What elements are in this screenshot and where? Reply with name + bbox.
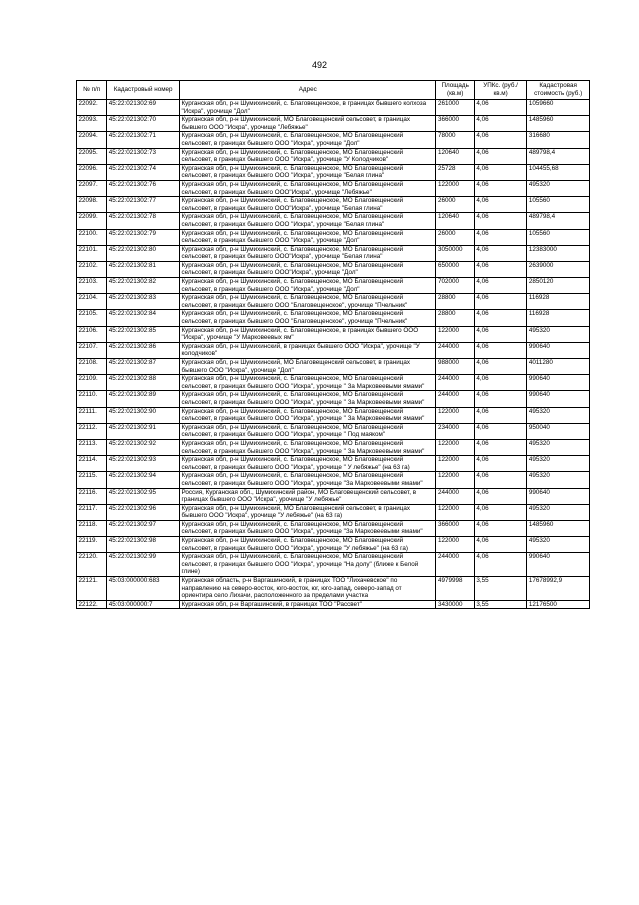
- cell-cadastral-cost: 1485960: [527, 116, 590, 132]
- cell-cadastral-number: 45:22:021302:81: [107, 261, 180, 277]
- cell-num: 22101.: [77, 245, 107, 261]
- cell-address: Россия, Курганская обл., Шумихинский район, МО Благовещенский сельсовет, в границах бывшего ООО "Искра", урочище "У лебяжье": [179, 488, 436, 504]
- cell-address: Курганская обл, р-н Шумихинский, с. Благовещенское, МО Благовещенский сельсовет, в границах бывшего ООО "Искра", урочище "На долу" (ближе к Белой глине): [179, 553, 436, 577]
- cell-address: Курганская обл, р-н Шумихинский, с. Благовещенское, МО Благовещенский сельсовет, в границах бывшего ООО"Искра", урочище "Лебяжье": [179, 180, 436, 196]
- table-row: [77, 229, 590, 245]
- table-row: [77, 342, 590, 358]
- cell-upks: 4,06: [474, 439, 527, 455]
- cell-cadastral-number: 45:22:021302:69: [107, 100, 180, 116]
- cell-area: 366000: [436, 520, 474, 536]
- table-row: [77, 116, 590, 132]
- cell-upks: 4,06: [474, 164, 527, 180]
- cell-cadastral-cost: 990640: [527, 391, 590, 407]
- cell-area: 4979998: [436, 577, 474, 601]
- cell-address: Курганская обл, р-н Шумихинский, с. Благовещенское, МО Благовещенский сельсовет, в границах бывшего ООО"Искра", урочище "Белая глина": [179, 197, 436, 213]
- cell-cadastral-number: 45:22:021302:78: [107, 213, 180, 229]
- cell-area: 122000: [436, 537, 474, 553]
- table-row: [77, 456, 590, 472]
- table-row: [77, 553, 590, 577]
- cell-cadastral-number: 45:22:021302:88: [107, 375, 180, 391]
- cell-address: Курганская обл, р-н Шумихинский, с. Благовещенское, МО Благовещенский сельсовет, в границах бывшего ООО "Искра", урочище " За Марковеевыми ямами": [179, 375, 436, 391]
- cell-upks: 4,06: [474, 148, 527, 164]
- cell-num: 22110.: [77, 391, 107, 407]
- cell-num: 22114.: [77, 456, 107, 472]
- cell-cadastral-number: 45:22:021302:86: [107, 342, 180, 358]
- cell-upks: 4,06: [474, 229, 527, 245]
- cell-address: Курганская обл, р-н Шумихинский, с. Благовещенское, в границах бывшего ООО "Искра", урочище "У Марковеевых ям": [179, 326, 436, 342]
- table-row: [77, 294, 590, 310]
- cell-area: 122000: [436, 326, 474, 342]
- cell-address: Курганская обл, р-н Шумихинский, с. Благовещенское, МО Благовещенский сельсовет, в границах бывшего ООО "Искра", урочище "За Марковеевыми ямами": [179, 472, 436, 488]
- table-row: [77, 278, 590, 294]
- cell-address: Курганская обл, р-н Варгашинский, в границах ТОО "Рассвет": [179, 600, 436, 609]
- cell-area: 28800: [436, 294, 474, 310]
- cell-upks: 4,06: [474, 213, 527, 229]
- cell-address: Курганская обл, р-н Шумихинский, с. Благовещенское, МО Благовещенский сельсовет, в границах бывшего ООО "Искра", урочище "У Колодчиков": [179, 148, 436, 164]
- cell-cadastral-cost: 2850120: [527, 278, 590, 294]
- table-row: [77, 359, 590, 375]
- cell-upks: 4,06: [474, 391, 527, 407]
- cell-cadastral-number: 45:22:021302:83: [107, 294, 180, 310]
- table-row: [77, 148, 590, 164]
- cell-num: 22111.: [77, 407, 107, 423]
- cell-upks: 3,55: [474, 577, 527, 601]
- cell-upks: 4,06: [474, 100, 527, 116]
- cell-area: 244000: [436, 342, 474, 358]
- cell-address: Курганская обл, р-н Шумихинский, с. Благовещенское, МО Благовещенский сельсовет, в границах бывшего ООО "Искра", урочище " У лебяжье" (на 63 га): [179, 456, 436, 472]
- cell-num: 22092.: [77, 100, 107, 116]
- cell-cadastral-number: 45:22:021302:96: [107, 504, 180, 520]
- cell-cadastral-cost: 1485960: [527, 520, 590, 536]
- cell-area: 120640: [436, 213, 474, 229]
- cell-cadastral-number: 45:22:021302:99: [107, 553, 180, 577]
- cell-num: 22120.: [77, 553, 107, 577]
- cell-upks: 4,06: [474, 180, 527, 196]
- cell-upks: 4,06: [474, 310, 527, 326]
- cell-cadastral-cost: 495320: [527, 407, 590, 423]
- cell-num: 22099.: [77, 213, 107, 229]
- cell-num: 22093.: [77, 116, 107, 132]
- cell-num: 22118.: [77, 520, 107, 536]
- cell-upks: 4,06: [474, 407, 527, 423]
- cell-num: 22121.: [77, 577, 107, 601]
- cell-cadastral-cost: 495320: [527, 456, 590, 472]
- cell-address: Курганская обл, р-н Шумихинский, с. Благовещенское, МО Благовещенский сельсовет, в границах бывшего ООО "Искра", урочище " За Марковеевыми ямами": [179, 439, 436, 455]
- page-number: 492: [311, 60, 328, 70]
- cell-num: 22102.: [77, 261, 107, 277]
- cell-num: 22103.: [77, 278, 107, 294]
- header-upks: УПКс. (руб./кв.м): [474, 81, 527, 100]
- cell-upks: 4,06: [474, 375, 527, 391]
- table-row: [77, 197, 590, 213]
- cell-area: 122000: [436, 180, 474, 196]
- cell-cadastral-number: 45:22:021302:77: [107, 197, 180, 213]
- cell-upks: 4,06: [474, 245, 527, 261]
- cell-area: 244000: [436, 391, 474, 407]
- cell-cadastral-number: 45:22:021302:97: [107, 520, 180, 536]
- cell-cadastral-number: 45:22:021302:93: [107, 456, 180, 472]
- cell-address: Курганская обл, р-н Шумихинский, с. Благовещенское, МО Благовещенский сельсовет, в границах бывшего ООО "Искра", урочище "Белая глина": [179, 164, 436, 180]
- cell-upks: 4,06: [474, 359, 527, 375]
- table-row: [77, 577, 590, 601]
- cell-num: 22094.: [77, 132, 107, 148]
- cell-num: 22115.: [77, 472, 107, 488]
- cell-cadastral-cost: 17678992,9: [527, 577, 590, 601]
- cell-num: 22095.: [77, 148, 107, 164]
- cell-upks: 4,06: [474, 504, 527, 520]
- table-row: [77, 375, 590, 391]
- cell-cadastral-number: 45:22:021302:87: [107, 359, 180, 375]
- cell-upks: 4,06: [474, 520, 527, 536]
- cell-area: 244000: [436, 553, 474, 577]
- cell-upks: 4,06: [474, 261, 527, 277]
- table-row: [77, 537, 590, 553]
- cell-area: 988000: [436, 359, 474, 375]
- cell-cadastral-number: 45:22:021302:95: [107, 488, 180, 504]
- cell-cadastral-cost: 489798,4: [527, 148, 590, 164]
- cell-address: Курганская обл, р-н Шумихинский, с. Благовещенское, МО Благовещенский сельсовет, в границах бывшего ООО"Искра", урочище "Белая глина": [179, 245, 436, 261]
- table-body: [77, 100, 590, 609]
- cell-cadastral-cost: 12176500: [527, 600, 590, 609]
- cell-upks: 4,06: [474, 537, 527, 553]
- cell-cadastral-number: 45:22:021302:89: [107, 391, 180, 407]
- cell-address: Курганская обл, р-н Шумихинский, в границах бывшего ООО "Искра", урочище "У колодчиков": [179, 342, 436, 358]
- cell-address: Курганская обл, р-н Шумихинский, с. Благовещенское, МО Благовещенский сельсовет, в границах бывшего ООО "Искра", урочище "Белая глина": [179, 213, 436, 229]
- table-row: [77, 164, 590, 180]
- cell-address: Курганская область, р-н Варгашинский, в границах ТОО "Лихачевское" по направлению на северо-восток, юго-восток, юг, юго-запад, северо-запад от ориентира село Лихачи, расположенного за пределами участка: [179, 577, 436, 601]
- cell-address: Курганская обл, р-н Шумихинский, с. Благовещенское, МО Благовещенский сельсовет, в границах бывшего ООО "Искра", урочище "У лебяжье" (на 63 га): [179, 537, 436, 553]
- table-row: [77, 180, 590, 196]
- cell-num: 22097.: [77, 180, 107, 196]
- cell-num: 22108.: [77, 359, 107, 375]
- cell-upks: 4,06: [474, 553, 527, 577]
- cell-cadastral-number: 45:03:000000:7: [107, 600, 180, 609]
- table-row: [77, 132, 590, 148]
- cell-cadastral-cost: 990640: [527, 375, 590, 391]
- table-row: [77, 439, 590, 455]
- cell-address: Курганская обл, р-н Шумихинский, с. Благовещенское, МО Благовещенский сельсовет, в границах бывшего ООО"Искра", урочище "Дол": [179, 261, 436, 277]
- cell-cadastral-number: 45:22:021302:92: [107, 439, 180, 455]
- cell-cadastral-cost: 12383000: [527, 245, 590, 261]
- cell-upks: 4,06: [474, 472, 527, 488]
- header-cadastral-number: Кадастровый номер: [107, 81, 180, 100]
- cell-cadastral-number: 45:22:021302:79: [107, 229, 180, 245]
- cell-num: 22109.: [77, 375, 107, 391]
- cell-num: 22117.: [77, 504, 107, 520]
- cell-address: Курганская обл, р-н Шумихинский, МО Благовещенский сельсовет, в границах бывшего ООО "Искра", урочище "Дол": [179, 359, 436, 375]
- cell-cadastral-cost: 1059660: [527, 100, 590, 116]
- cell-cadastral-cost: 495320: [527, 326, 590, 342]
- cell-address: Курганская обл, р-н Шумихинский, МО Благовещенский сельсовет, в границах бывшего ООО "Искра", урочище "Лебяжье": [179, 116, 436, 132]
- cell-area: 244000: [436, 375, 474, 391]
- table-row: [77, 245, 590, 261]
- table-row: [77, 407, 590, 423]
- table-row: [77, 391, 590, 407]
- cell-num: 22096.: [77, 164, 107, 180]
- cell-cadastral-cost: 105560: [527, 197, 590, 213]
- table-row: [77, 261, 590, 277]
- cell-cadastral-number: 45:22:021302:94: [107, 472, 180, 488]
- cell-upks: 4,06: [474, 456, 527, 472]
- table-row: [77, 488, 590, 504]
- cell-cadastral-number: 45:22:021302:71: [107, 132, 180, 148]
- table-row: [77, 600, 590, 609]
- cell-address: Курганская обл, р-н Шумихинский, с. Благовещенское, МО Благовещенский сельсовет, в границах бывшего ООО "Искра", урочище "Дол": [179, 278, 436, 294]
- cell-address: Курганская обл, р-н Шумихинский, МО Благовещенский сельсовет, в границах бывшего ООО "Искра", урочище "У лебяжье" (на 63 га): [179, 504, 436, 520]
- cell-upks: 4,06: [474, 278, 527, 294]
- cell-num: 22122.: [77, 600, 107, 609]
- cell-area: 78000: [436, 132, 474, 148]
- cell-num: 22119.: [77, 537, 107, 553]
- header-num: № п/п: [77, 81, 107, 100]
- cell-upks: 4,06: [474, 197, 527, 213]
- cell-num: 22098.: [77, 197, 107, 213]
- cell-address: Курганская обл, р-н Шумихинский, с. Благовещенское, МО Благовещенский сельсовет, в границах бывшего ООО "Благовещенское", урочище "Пчельник": [179, 294, 436, 310]
- cell-area: 234000: [436, 423, 474, 439]
- cell-upks: 4,06: [474, 116, 527, 132]
- cell-address: Курганская обл, р-н Шумихинский, с. Благовещенское, МО Благовещенский сельсовет, в границах бывшего ООО "Искра", урочище " За Марковеевыми ямами": [179, 391, 436, 407]
- cell-address: Курганская обл, р-н Шумихинский, с. Благовещенское, МО Благовещенский сельсовет, в границах бывшего ООО "Искра", урочище "Дол": [179, 132, 436, 148]
- table-row: [77, 472, 590, 488]
- cell-cadastral-cost: 495320: [527, 537, 590, 553]
- cell-upks: 4,06: [474, 423, 527, 439]
- cell-address: Курганская обл, р-н Шумихинский, с. Благовещенское, в границах бывшего колхоза "Искра", урочище "Дол": [179, 100, 436, 116]
- table-row: [77, 326, 590, 342]
- cell-area: 3050000: [436, 245, 474, 261]
- cell-cadastral-cost: 2639000: [527, 261, 590, 277]
- cell-area: 261000: [436, 100, 474, 116]
- cell-cadastral-number: 45:22:021302:85: [107, 326, 180, 342]
- cell-cadastral-cost: 4011280: [527, 359, 590, 375]
- cell-cadastral-number: 45:22:021302:91: [107, 423, 180, 439]
- cell-cadastral-number: 45:22:021302:76: [107, 180, 180, 196]
- cell-num: 22106.: [77, 326, 107, 342]
- cell-cadastral-cost: 104455,68: [527, 164, 590, 180]
- cell-cadastral-number: 45:22:021302:80: [107, 245, 180, 261]
- cell-num: 22104.: [77, 294, 107, 310]
- cell-cadastral-cost: 990640: [527, 488, 590, 504]
- cell-cadastral-cost: 990640: [527, 553, 590, 577]
- cell-cadastral-cost: 495320: [527, 439, 590, 455]
- cell-upks: 4,06: [474, 294, 527, 310]
- cell-upks: 4,06: [474, 326, 527, 342]
- cell-area: 25728: [436, 164, 474, 180]
- cell-area: 122000: [436, 407, 474, 423]
- cell-area: 122000: [436, 504, 474, 520]
- cell-cadastral-cost: 116928: [527, 310, 590, 326]
- cell-area: 120640: [436, 148, 474, 164]
- cell-address: Курганская обл, р-н Шумихинский, с. Благовещенское, МО Благовещенский сельсовет, в границах бывшего ООО "Искра", урочище "Дол": [179, 229, 436, 245]
- cell-address: Курганская обл, р-н Шумихинский, с. Благовещенское, МО Благовещенский сельсовет, в границах бывшего ООО "Искра", урочище "За Марковеевыми ямами": [179, 520, 436, 536]
- cell-num: 22105.: [77, 310, 107, 326]
- header-address: Адрес: [179, 81, 436, 100]
- cell-area: 28800: [436, 310, 474, 326]
- cell-address: Курганская обл, р-н Шумихинский, с. Благовещенское, МО Благовещенский сельсовет, в границах бывшего ООО "Искра", урочище " За Марковеевыми ямами": [179, 407, 436, 423]
- cell-cadastral-number: 45:22:021302:70: [107, 116, 180, 132]
- cell-cadastral-number: 45:22:021302:90: [107, 407, 180, 423]
- cell-cadastral-cost: 495320: [527, 472, 590, 488]
- cell-num: 22112.: [77, 423, 107, 439]
- cell-cadastral-cost: 495320: [527, 180, 590, 196]
- cell-area: 366000: [436, 116, 474, 132]
- cell-address: Курганская обл, р-н Шумихинский, с. Благовещенское, МО Благовещенский сельсовет, в границах бывшего ООО "Искра", урочище " Под маяком": [179, 423, 436, 439]
- cell-cadastral-cost: 495320: [527, 504, 590, 520]
- cell-cadastral-cost: 105560: [527, 229, 590, 245]
- cell-area: 244000: [436, 488, 474, 504]
- cell-num: 22116.: [77, 488, 107, 504]
- cell-cadastral-number: 45:22:021302:74: [107, 164, 180, 180]
- cell-num: 22107.: [77, 342, 107, 358]
- cell-cadastral-number: 45:03:000000:683: [107, 577, 180, 601]
- cell-upks: 3,55: [474, 600, 527, 609]
- table-header-row: [77, 81, 590, 100]
- cell-cadastral-cost: 316680: [527, 132, 590, 148]
- cell-upks: 4,06: [474, 342, 527, 358]
- cell-area: 26000: [436, 229, 474, 245]
- cell-area: 122000: [436, 439, 474, 455]
- table-row: [77, 504, 590, 520]
- cell-cadastral-cost: 116928: [527, 294, 590, 310]
- cell-area: 3430000: [436, 600, 474, 609]
- header-cadastral-cost: Кадастровая стоимость (руб.): [527, 81, 590, 100]
- cell-cadastral-number: 45:22:021302:98: [107, 537, 180, 553]
- table-row: [77, 310, 590, 326]
- cell-area: 122000: [436, 472, 474, 488]
- cell-cadastral-cost: 990640: [527, 342, 590, 358]
- cell-address: Курганская обл, р-н Шумихинский, с. Благовещенское, МО Благовещенский сельсовет, в границах бывшего ООО "Благовещенское", урочище "Пчельник": [179, 310, 436, 326]
- cell-num: 22113.: [77, 439, 107, 455]
- cell-cadastral-number: 45:22:021302:73: [107, 148, 180, 164]
- cell-area: 702000: [436, 278, 474, 294]
- cell-num: 22100.: [77, 229, 107, 245]
- cell-upks: 4,06: [474, 488, 527, 504]
- table-row: [77, 100, 590, 116]
- cell-cadastral-cost: 950040: [527, 423, 590, 439]
- header-area: Площадь (кв.м): [436, 81, 474, 100]
- table-row: [77, 423, 590, 439]
- cell-cadastral-number: 45:22:021302:82: [107, 278, 180, 294]
- cell-area: 122000: [436, 456, 474, 472]
- cell-area: 650000: [436, 261, 474, 277]
- cell-cadastral-number: 45:22:021302:84: [107, 310, 180, 326]
- cell-cadastral-cost: 489798,4: [527, 213, 590, 229]
- table-row: [77, 520, 590, 536]
- table-row: [77, 213, 590, 229]
- cell-upks: 4,06: [474, 132, 527, 148]
- cadastral-registry-table: [76, 80, 590, 609]
- cell-area: 26000: [436, 197, 474, 213]
